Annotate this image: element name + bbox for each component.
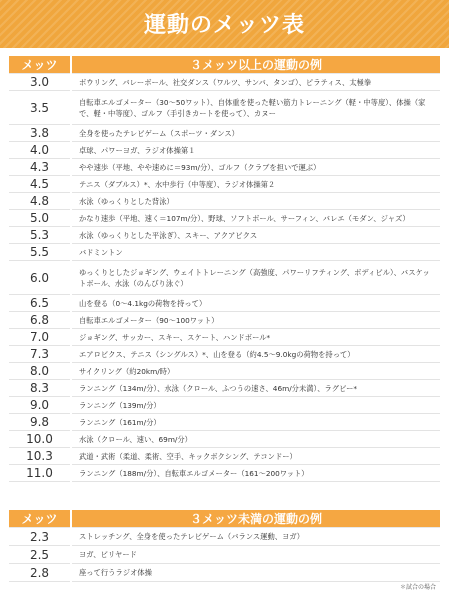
table-row: [9, 465, 440, 482]
activity-column-header: ３メッツ以上の運動の例: [71, 56, 440, 74]
table-row: [9, 74, 440, 91]
table-row: [9, 431, 440, 448]
mets-value-cell: 2.5: [9, 546, 71, 564]
mets-value-cell: 5.5: [9, 244, 71, 261]
mets-value-cell: 10.0: [9, 431, 71, 448]
activity-column-header: ３メッツ未満の運動の例: [71, 510, 440, 528]
footnote: ＊試合の場合: [399, 584, 436, 591]
table-row: [9, 564, 440, 582]
mets-value-cell: 9.0: [9, 397, 71, 414]
table-row: [9, 448, 440, 465]
mets-value-cell: 4.5: [9, 176, 71, 193]
title-banner: [0, 0, 449, 48]
table-row: [9, 210, 440, 227]
table-row: [9, 397, 440, 414]
mets-value-cell: 3.5: [9, 91, 71, 125]
activity-cell: 水泳（ゆっくりとした平泳ぎ）、スキー、アクアビクス: [71, 227, 440, 244]
activity-cell: バドミントン: [71, 244, 440, 261]
table-row: [9, 363, 440, 380]
table-row: [9, 312, 440, 329]
table-row: [9, 244, 440, 261]
activity-cell: 座って行うラジオ体操: [71, 564, 440, 582]
mets-value-cell: 5.0: [9, 210, 71, 227]
mets-column-header: メッツ: [9, 56, 71, 74]
activity-cell: ランニング（134m/分）、水泳（クロール、ふつうの速さ、46m/分未満）、ラグビー*: [71, 380, 440, 397]
activity-cell: 武道・武術（柔道、柔術、空手、キックボクシング、テコンドー）: [71, 448, 440, 465]
activity-cell: ストレッチング、全身を使ったテレビゲーム（バランス運動、ヨガ）: [71, 528, 440, 546]
mets-value-cell: 8.0: [9, 363, 71, 380]
page-title: 運動のメッツ表: [143, 13, 305, 38]
table-row: [9, 159, 440, 176]
table-row: [9, 193, 440, 210]
mets-value-cell: 3.8: [9, 125, 71, 142]
mets-table-under-3: [9, 510, 440, 582]
activity-cell: 水泳（ゆっくりとした背泳）: [71, 193, 440, 210]
table-row: [9, 546, 440, 564]
mets-value-cell: 2.3: [9, 528, 71, 546]
table-row: [9, 176, 440, 193]
mets-value-cell: 8.3: [9, 380, 71, 397]
activity-cell: エアロビクス、テニス（シングルス）*、山を登る（約4.5～9.0kgの荷物を持って）: [71, 346, 440, 363]
activity-cell: 山を登る（0～4.1kgの荷物を持って）: [71, 295, 440, 312]
activity-cell: 全身を使ったテレビゲーム（スポーツ・ダンス）: [71, 125, 440, 142]
activity-cell: ランニング（139m/分）: [71, 397, 440, 414]
mets-column-header: メッツ: [9, 510, 71, 528]
table-row: [9, 295, 440, 312]
table-body: [9, 528, 440, 582]
mets-value-cell: 5.3: [9, 227, 71, 244]
table-row: [9, 414, 440, 431]
table-header-row: [9, 56, 440, 74]
mets-value-cell: 4.0: [9, 142, 71, 159]
table-row: [9, 227, 440, 244]
activity-cell: ランニング（188m/分）、自転車エルゴメーター（161～200ワット）: [71, 465, 440, 482]
mets-value-cell: 3.0: [9, 74, 71, 91]
activity-cell: 卓球、パワーヨガ、ラジオ体操第１: [71, 142, 440, 159]
mets-value-cell: 4.8: [9, 193, 71, 210]
activity-cell: 自転車エルゴメーター（90～100ワット）: [71, 312, 440, 329]
mets-value-cell: 4.3: [9, 159, 71, 176]
activity-cell: 自転車エルゴメーター（30～50ワット）、自体重を使った軽い筋力トレーニング（軽・中等度）、体操（家で、軽・中等度）、ゴルフ（手引きカートを使って）、カヌー: [71, 91, 440, 125]
activity-cell: ゆっくりとしたジョギング、ウェイトトレーニング（高強度、パワーリフティング、ボディビル）、バスケットボール、水泳（のんびり泳ぐ）: [71, 261, 440, 295]
mets-value-cell: 6.8: [9, 312, 71, 329]
activity-cell: 水泳（クロール、速い、69m/分）: [71, 431, 440, 448]
activity-cell: かなり速歩（平地、速く＝107m/分）、野球、ソフトボール、サーフィン、バレエ（モダン、ジャズ）: [71, 210, 440, 227]
table-row: [9, 261, 440, 295]
table-row: [9, 91, 440, 125]
table-row: [9, 528, 440, 546]
table-row: [9, 380, 440, 397]
mets-value-cell: 7.3: [9, 346, 71, 363]
mets-value-cell: 6.5: [9, 295, 71, 312]
mets-table-3-plus: [9, 56, 440, 482]
mets-value-cell: 7.0: [9, 329, 71, 346]
table-row: [9, 329, 440, 346]
mets-value-cell: 10.3: [9, 448, 71, 465]
activity-cell: ランニング（161m/分）: [71, 414, 440, 431]
activity-cell: ヨガ、ビリヤード: [71, 546, 440, 564]
mets-value-cell: 6.0: [9, 261, 71, 295]
mets-value-cell: 11.0: [9, 465, 71, 482]
activity-cell: やや速歩（平地、やや速めに＝93m/分）、ゴルフ（クラブを担いで運ぶ）: [71, 159, 440, 176]
table-row: [9, 125, 440, 142]
table-body: [9, 74, 440, 482]
table-row: [9, 142, 440, 159]
mets-value-cell: 9.8: [9, 414, 71, 431]
mets-value-cell: 2.8: [9, 564, 71, 582]
table-header-row: [9, 510, 440, 528]
activity-cell: サイクリング（約20km/時）: [71, 363, 440, 380]
activity-cell: テニス（ダブルス）*、水中歩行（中等度）、ラジオ体操第２: [71, 176, 440, 193]
table-row: [9, 346, 440, 363]
activity-cell: ジョギング、サッカー、スキー、スケート、ハンドボール*: [71, 329, 440, 346]
activity-cell: ボウリング、バレーボール、社交ダンス（ワルツ、サンバ、タンゴ）、ピラティス、太極拳: [71, 74, 440, 91]
